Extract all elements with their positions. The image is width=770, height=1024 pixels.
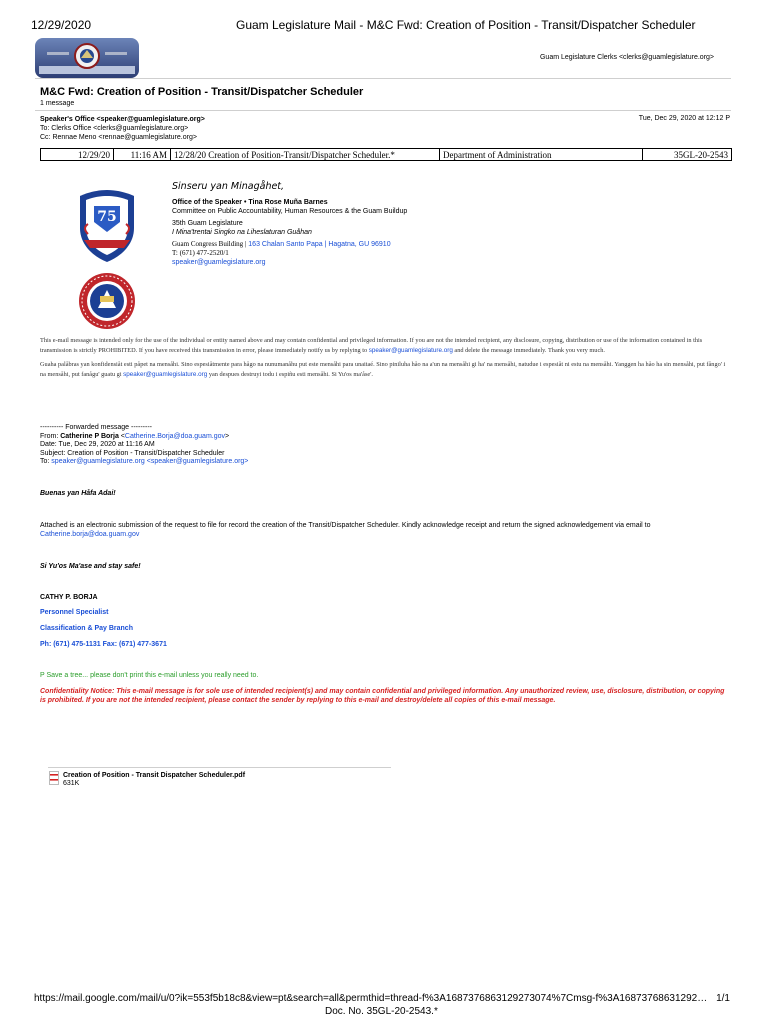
forwarded-from-label: From: (40, 432, 59, 440)
body-greeting: Buenas yan Håfa Adai! (40, 490, 116, 497)
disclaimer-english (40, 336, 732, 355)
stamp-description: Creation of Position-Transit/Dispatcher Scheduler.* (208, 149, 395, 160)
svg-text:75: 75 (97, 209, 117, 225)
disclaimer-email-link[interactable]: speaker@guamlegislature.org (368, 346, 453, 354)
stamp-date-received: 12/29/20 (41, 149, 114, 161)
signature-office: Office of the Speaker • Tina Rose Muña Barnes (172, 199, 328, 206)
disclaimer-chamoru (40, 360, 732, 379)
forwarded-to-label: To: (40, 458, 50, 465)
footer-doc-number: Doc. No. 35GL-20-2543.* (325, 1006, 438, 1017)
table-row (41, 149, 732, 161)
stamp-time: 11:16 AM (114, 149, 171, 161)
stamp-date-filed: 12/28/20 (174, 149, 207, 160)
forwarded-date: Date: Tue, Dec 29, 2020 at 11:16 AM (40, 441, 155, 448)
signature-address-label: Guam Congress Building | (172, 240, 247, 248)
forwarded-to-email-link[interactable]: speaker@guamlegislature.org <speaker@guamlegislature.org> (51, 458, 249, 465)
confidentiality-notice: Confidentiality Notice: This e-mail message is for sole use of intended recipient(s) and may contain confidential and privileged information. Any unauthorized review, use, disclosure, distribution, or copying is prohibited. If you are not the intended recipient, please contact the sender by replying to this e-mail and destroy/delete all copies of this e-mail message. (40, 688, 725, 704)
disclaimer-english-end: and delete the message immediately. Thank you very much. (454, 346, 605, 354)
body-email-link[interactable]: Catherine.borja@doa.guam.gov (40, 531, 140, 538)
disclaimer-chamoru-email-link[interactable]: speaker@guamlegislature.org (123, 370, 208, 378)
footer-page-number: 1/1 (716, 993, 730, 1004)
to-line: To: Clerks Office <clerks@guamlegislature.org> (40, 125, 189, 132)
legislature-seal-icon (78, 272, 136, 330)
print-date: 12/29/2020 (31, 18, 92, 32)
pdf-file-icon (49, 771, 59, 785)
disclaimer-block (40, 336, 732, 379)
forwarded-header (40, 424, 248, 467)
attachment-size: 631K (63, 780, 80, 787)
forwarded-to (40, 458, 248, 467)
header-divider (35, 78, 731, 79)
sender-block (40, 115, 205, 142)
stamp-description-cell (171, 149, 440, 161)
sender-name: CATHY P. BORJA (40, 594, 98, 601)
record-stamp-table (40, 148, 732, 161)
signature-address-line (172, 240, 407, 249)
message-date: Tue, Dec 29, 2020 at 12:12 P (638, 115, 730, 122)
subject-divider (35, 110, 731, 111)
sender-branch: Classification & Pay Branch (40, 625, 133, 632)
forwarded-subject: Subject: Creation of Position - Transit/Dispatcher Scheduler (40, 449, 225, 457)
forwarded-from: From: Catherine P Borja <Catherine.Borja@doa.guam.gov> (40, 432, 230, 440)
signature-committee: Committee on Public Accountability, Human Resources & the Guam Buildup (172, 208, 408, 215)
body-paragraph-text: Attached is an electronic submission of the request to file for record the creation of the Transit/Dispatcher Scheduler. Kindly acknowledge receipt and return the signed acknowledgement via email to (40, 522, 651, 529)
forwarded-from-email-link[interactable]: Catherine.Borja@doa.guam.gov (124, 432, 226, 440)
legislature-banner-logo (35, 38, 139, 78)
speaker-seal-icon (76, 188, 138, 264)
stamp-doc-no: 35GL-20-2543 (643, 149, 732, 161)
disclaimer-english-text: This e-mail message is intended only for the use of the individual or entity named above and may contain confidential and privileged information. If you are not the intended recipient, any disclosure, copying, distribution or use of the information contained in this transmission is strictly PROHIBITED. If you have received this transmission in error, please immediately notify us by replying to (40, 337, 703, 354)
sender-title: Personnel Specialist (40, 609, 109, 616)
attachment-divider (48, 767, 391, 768)
tree-note: P Save a tree... please don't print this e-mail unless you really need to. (40, 672, 259, 679)
body-paragraph (40, 521, 732, 539)
signature-greeting: Sinseru yan Minagåhet, (172, 181, 285, 192)
body-closing: Si Yu'os Ma'ase and stay safe! (40, 563, 141, 570)
account-label: Guam Legislature Clerks <clerks@guamlegislature.org> (539, 54, 714, 61)
message-count: 1 message (40, 100, 75, 107)
signature-email-link[interactable]: speaker@guamlegislature.org (172, 259, 266, 266)
signature-address-link[interactable]: 163 Chalan Santo Papa | Hagatna, GU 96910 (248, 241, 391, 248)
disclaimer-chamoru-end: yan despues destruyi todu i espiñu esti mensåhi. Si Yu'os ma'åse'. (208, 370, 373, 378)
message-subject: M&C Fwd: Creation of Position - Transit/Dispatcher Scheduler (40, 86, 364, 98)
signature-phone: T: (671) 477-2520/1 (172, 249, 229, 257)
forwarded-marker: ---------- Forwarded message --------- (40, 424, 152, 431)
footer-url: https://mail.google.com/mail/u/0?ik=553f5b18c8&view=pt&search=all&permthid=thread-f%3A1687376863129273074%7Cmsg-f%3A16873768631292… (34, 993, 708, 1004)
signature-block (172, 198, 407, 267)
cc-line: Cc: Rennae Meno <rennae@guamlegislature.org> (40, 134, 197, 141)
forwarded-from-name: Catherine P Borja (60, 432, 119, 440)
sender-phone: Ph: (671) 475-1131 Fax: (671) 477-3671 (40, 641, 167, 648)
attachment-name[interactable]: Creation of Position - Transit Dispatcher Scheduler.pdf (63, 772, 246, 779)
signature-legislature: 35th Guam Legislature (172, 220, 243, 227)
disclaimer-chamoru-text: Guaha palåbras yan konfidensiåt esti påpet na mensåhi. Sino espesiåtmente para hågo na nunumanåhu put este mensåhi para unaitaé. Sino piniluha håo na a'un na mensåhi gi ha' na mensåhi, natudue i espesiåt ni estu na mensåhi. Yanggen ha håo ha sin mensåhi, put fångo' i na mensåhi, put fanågu' guatu gi (40, 361, 726, 378)
page-title: Guam Legislature Mail - M&C Fwd: Creation of Position - Transit/Dispatcher Scheduler (236, 18, 696, 32)
signature-legislature-chamoru: I Mina'trentai Singko na Liheslaturan Guåhan (172, 229, 312, 236)
stamp-department: Department of Administration (440, 149, 643, 161)
from-line: Speaker's Office <speaker@guamlegislature.org> (40, 116, 205, 123)
